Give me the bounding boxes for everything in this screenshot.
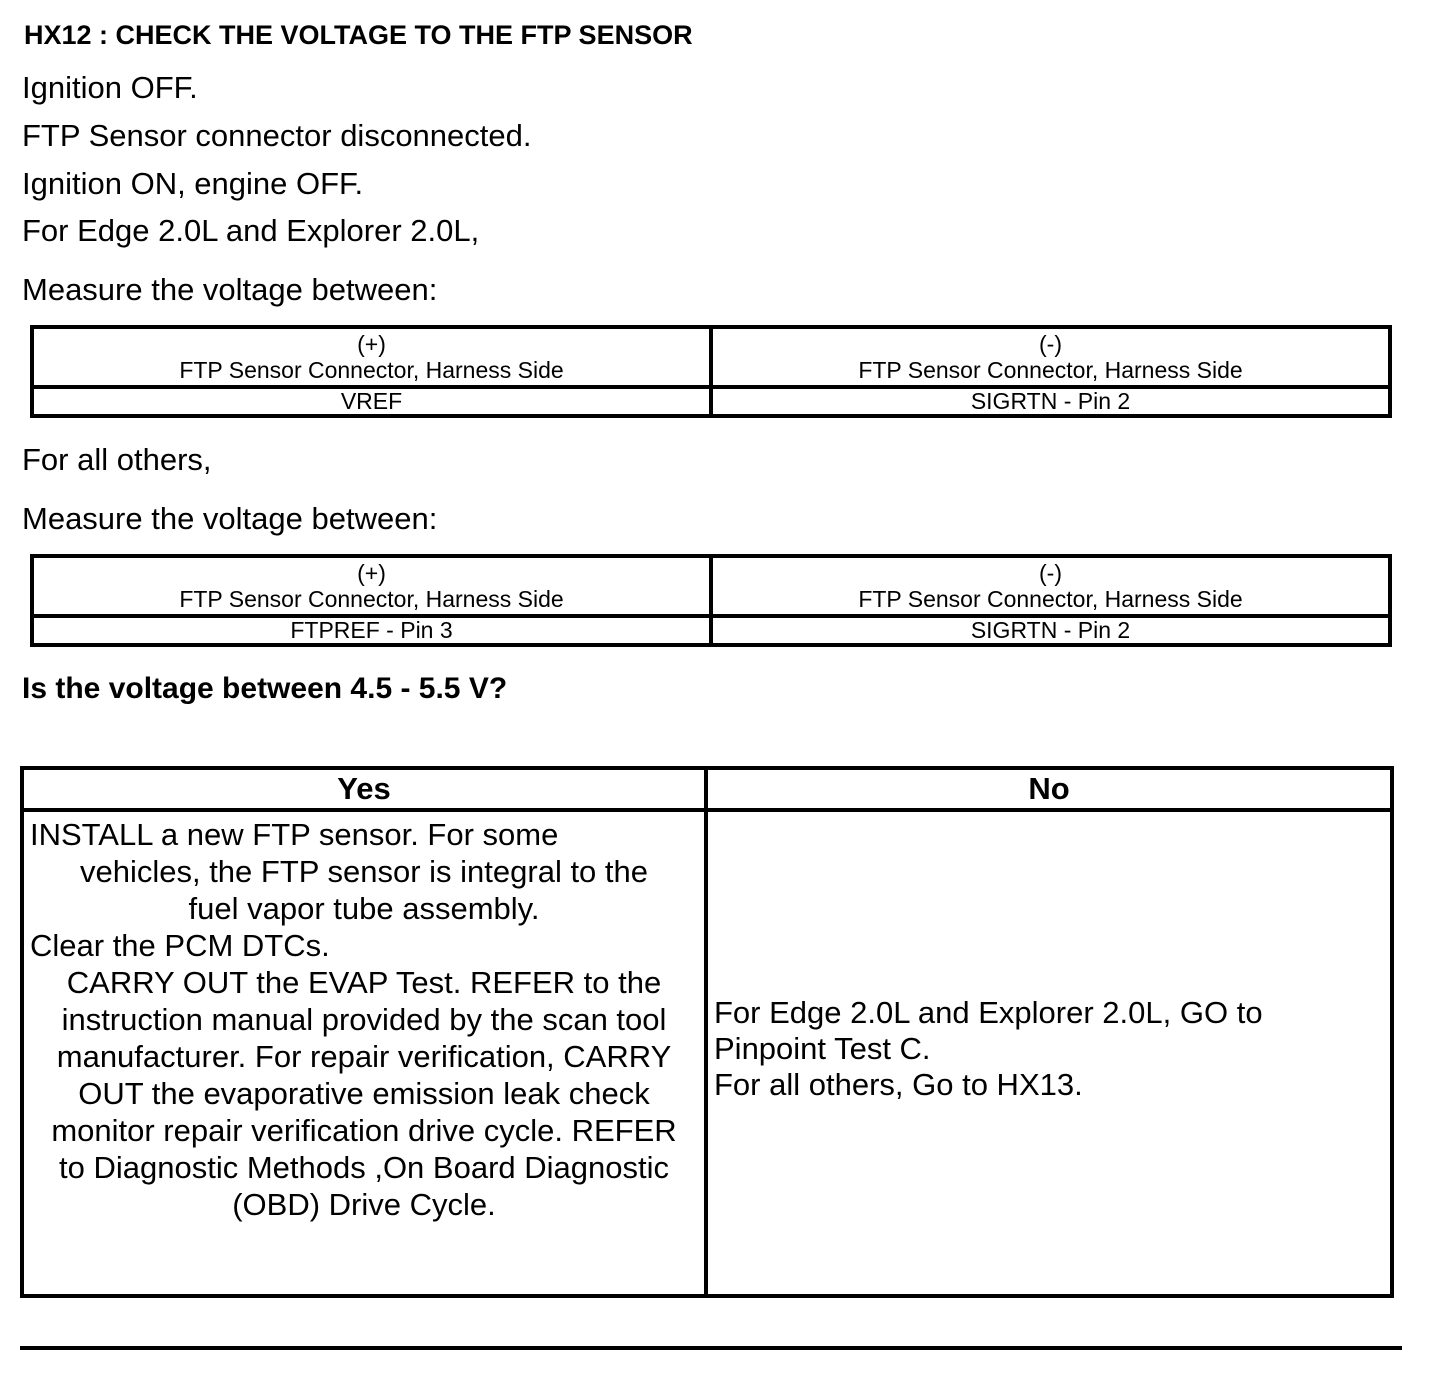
voltage-question: Is the voltage between 4.5 - 5.5 V? [22,672,508,705]
yes-line: (OBD) Drive Cycle. [232,1187,496,1222]
step-ignition-on: Ignition ON, engine OFF. [22,166,364,201]
yes-line: INSTALL a new FTP sensor. For some [30,817,559,852]
measure-label-2: Measure the voltage between: [22,501,438,536]
plus-label: FTP Sensor Connector, Harness Side [179,586,564,612]
yes-line: to Diagnostic Methods ,On Board Diagnostic [59,1150,669,1185]
step-heading: HX12 : CHECK THE VOLTAGE TO THE FTP SENSOR [24,20,693,50]
bottom-divider [20,1346,1402,1350]
plus-symbol: (+) [357,560,386,586]
minus-symbol: (-) [1039,560,1062,586]
step-sensor-disconnected: FTP Sensor connector disconnected. [22,118,532,153]
measure-table-1-plus-value: VREF [32,387,711,416]
yes-line: manufacturer. For repair verification, CARRY [56,1039,672,1074]
plus-symbol: (+) [357,331,386,357]
measure-table-2-minus-value: SIGRTN - Pin 2 [711,616,1390,645]
yes-line: monitor repair verification drive cycle. REFER [51,1113,677,1148]
measure-table-2-minus-header [711,556,1390,616]
yes-line: vehicles, the FTP sensor is integral to the [79,854,649,889]
no-line: Pinpoint Test C. [714,1031,931,1066]
minus-label: FTP Sensor Connector, Harness Side [858,586,1243,612]
yes-line: CARRY OUT the EVAP Test. REFER to the [66,965,662,1000]
measure-table-2-plus-header [32,556,711,616]
result-table [20,766,1394,1298]
yes-action-cell [22,810,706,1296]
yes-header: Yes [22,768,706,810]
yes-line: fuel vapor tube assembly. [188,891,540,926]
step-edge-explorer: For Edge 2.0L and Explorer 2.0L, [22,213,480,248]
no-action-cell [706,810,1392,1296]
minus-label: FTP Sensor Connector, Harness Side [858,357,1243,383]
no-line: For all others, Go to HX13. [714,1067,1083,1102]
no-header: No [706,768,1392,810]
no-line: For Edge 2.0L and Explorer 2.0L, GO to [714,995,1263,1030]
others-label: For all others, [22,442,212,477]
measure-label-1: Measure the voltage between: [22,272,438,307]
step-ignition-off: Ignition OFF. [22,70,198,105]
minus-symbol: (-) [1039,331,1062,357]
yes-line: Clear the PCM DTCs. [30,928,330,963]
measure-table-1-minus-header [711,327,1390,387]
measure-table-2-plus-value: FTPREF - Pin 3 [32,616,711,645]
measure-table-edge-explorer [30,325,1392,418]
yes-line: instruction manual provided by the scan tool [61,1002,667,1037]
measure-table-others [30,554,1392,647]
measure-table-1-plus-header [32,327,711,387]
measure-table-1-minus-value: SIGRTN - Pin 2 [711,387,1390,416]
yes-line: OUT the evaporative emission leak check [78,1076,650,1111]
plus-label: FTP Sensor Connector, Harness Side [179,357,564,383]
